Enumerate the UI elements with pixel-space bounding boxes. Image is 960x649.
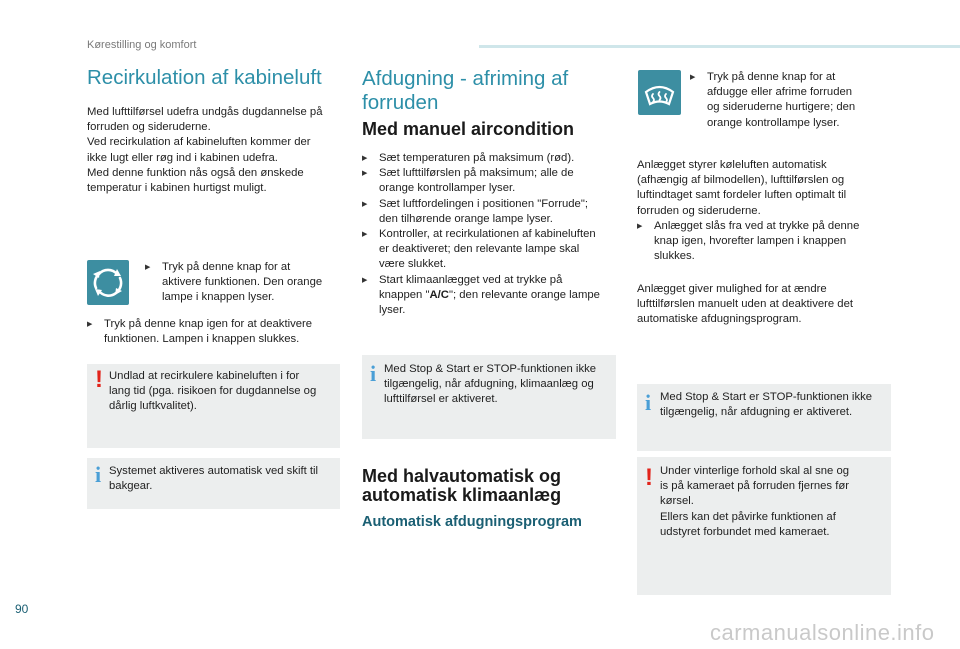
warning-icon: !: [95, 366, 103, 393]
defrost-button: [638, 70, 681, 115]
recirculation-button: [87, 260, 129, 305]
warning-icon: !: [645, 464, 653, 491]
list-item: ▶ Sæt temperaturen på maksimum (rød).: [362, 151, 622, 166]
right-button-instruction: ▶ Tryk på denne knap for at afdugge eller afrime forruden og sideruderne hurtigere; den orange kontrollampe lyser.: [690, 70, 890, 131]
page-number: 90: [15, 602, 29, 616]
info-icon: i: [95, 462, 102, 487]
ac-key-label: A/C: [429, 288, 449, 301]
windscreen-defrost-icon: [638, 70, 681, 115]
left-info-box: i Systemet aktiveres automatisk ved skift til bakgear.: [87, 458, 340, 509]
subtitle-semi-auto: Med halvautomatisk og automatisk klimaanlæg: [362, 466, 562, 505]
list-item: ▶ Start klimaanlægget ved at trykke på knappen "A/C"; den relevante orange lampe lyser.: [362, 273, 622, 319]
section-header: Kørestilling og komfort: [87, 39, 197, 51]
left-button-instruction: ▶ Tryk på denne knap for at aktivere funktionen. Den orange lampe i knappen lyser.: [145, 260, 345, 306]
left-warning-box: ! Undlad at recirkulere kabineluften i for lang tid (pga. risikoen for dugdannelse og dårlig luftkvalitet).: [87, 364, 340, 448]
list-item: ▶ Sæt lufttilførslen på maksimum; alle de orange kontrollamper lyser.: [362, 166, 622, 196]
info-icon: i: [645, 390, 652, 415]
right-paragraph-1: Anlægget styrer køleluften automatisk (afhængig af bilmodellen), lufttilførslen og luftindtaget samt fordeler luften optimalt til forruden og sideruderne.: [637, 159, 847, 217]
info-icon: i: [370, 361, 377, 386]
section-title-defrost: Afdugning - afriming af forruden: [362, 67, 569, 114]
page-title: Recirkulation af kabineluft: [87, 66, 322, 89]
subtitle-auto-defrost: Automatisk afdugningsprogram: [362, 514, 582, 530]
left-intro: Med lufttilførsel udefra undgås dugdannelse på forruden og sideruderne. Ved recirkulation af kabineluften kommer der ikke lugt eller røg ind i kabinen udefra. Med denne funktion nås også den ønskede temperatur i kabinen hurtigst muligt.: [87, 106, 323, 195]
recirculation-icon: [87, 260, 129, 305]
middle-info-box: i Med Stop & Start er STOP-funktionen ikke tilgængelig, når afdugning, klimaanlæg og lufttilførsel er aktiveret.: [362, 355, 616, 439]
manual-ac-steps: [362, 151, 622, 318]
list-item: ▶ Kontroller, at recirkulationen af kabineluften er deaktiveret; den relevante lampe skal være slukket.: [362, 227, 622, 273]
header-bar: [479, 45, 960, 48]
watermark: carmanualsonline.info: [710, 620, 935, 645]
right-paragraph-2: Anlægget giver mulighed for at ændre lufttilførslen manuelt uden at deaktivere det automatiske afdugningsprogram.: [637, 283, 854, 326]
list-item: ▶ Sæt luftfordelingen i positionen "Forrude"; den tilhørende orange lampe lyser.: [362, 197, 622, 227]
right-bullet: ▶ Anlægget slås fra ved at trykke på denne knap igen, hvorefter lampen i knappen slukkes.: [637, 219, 897, 265]
right-warning-box: ! Under vinterlige forhold skal al sne og is på kameraet på forruden fjernes før kørsel. Ellers kan det påvirke funktionen af udstyret forbundet med kameraet.: [637, 457, 891, 595]
left-deactivate-instruction: ▶ Tryk på denne knap igen for at deaktivere funktionen. Lampen i knappen slukkes.: [87, 317, 347, 347]
subtitle-manual-ac: Med manuel aircondition: [362, 119, 575, 139]
right-info-box: i Med Stop & Start er STOP-funktionen ikke tilgængelig, når afdugning er aktiveret.: [637, 384, 891, 451]
